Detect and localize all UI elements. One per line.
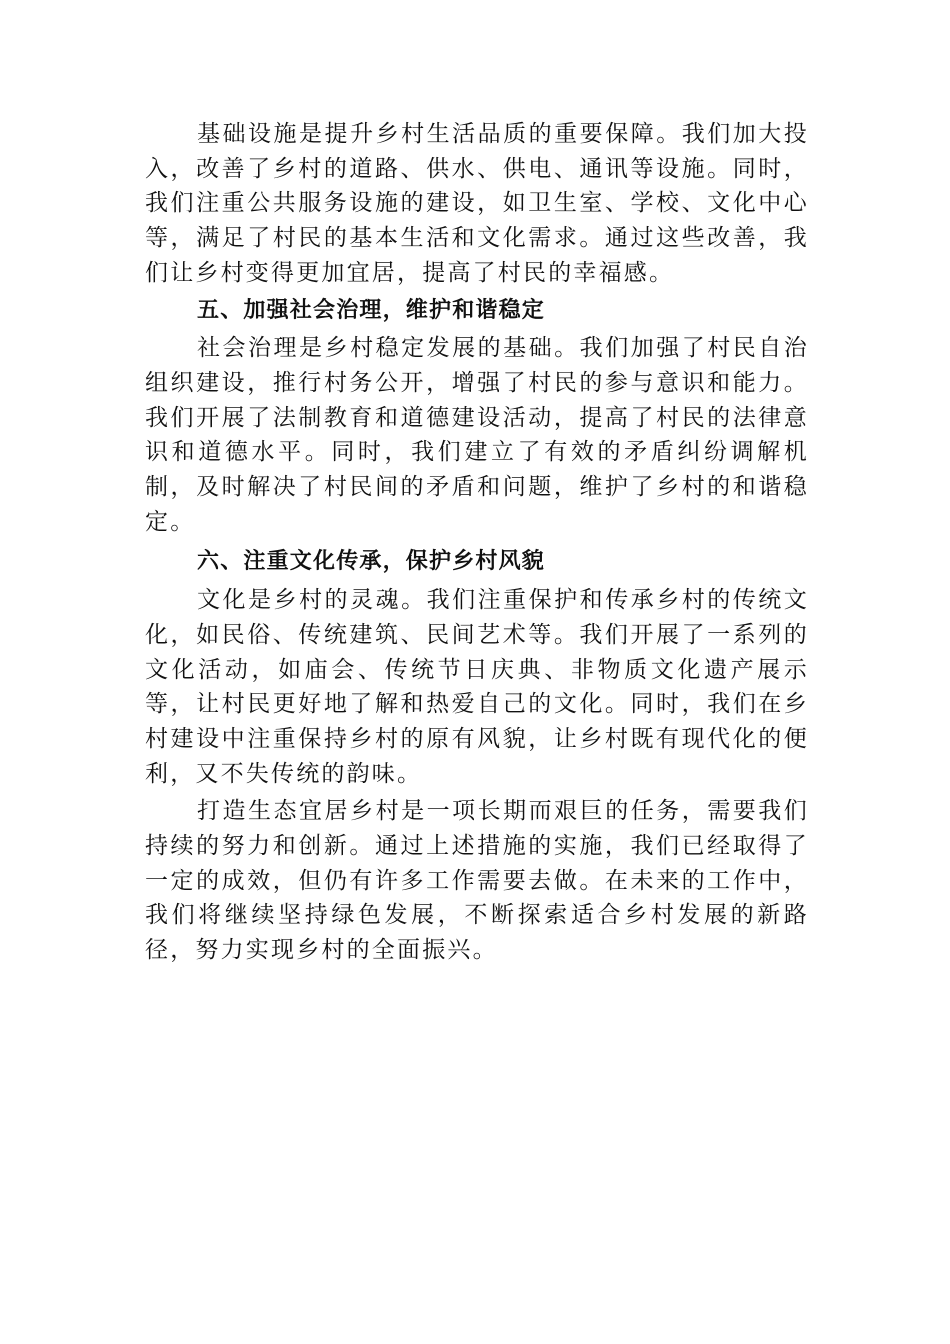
heading-section-five: 五、加强社会治理，维护和谐稳定 [197, 297, 546, 323]
heading-section-six: 六、注重文化传承，保护乡村风貌 [197, 549, 546, 575]
paragraph-culture: 文化是乡村的灵魂。我们注重保护和传承乡村的传统文化，如民俗、传统建筑、民间艺术等。我们开展了一系列的文化活动，如庙会、传统节日庆典、非物质文化遗产展示等，让村民更好地了解和热爱自己的文化。同时，我们在乡村建设中注重保持乡村的原有风貌，让乡村既有现代化的便利，又不失传统的韵味。 [145, 587, 809, 787]
document-body [145, 117, 809, 968]
paragraph-social-governance: 社会治理是乡村稳定发展的基础。我们加强了村民自治组织建设，推行村务公开，增强了村民的参与意识和能力。我们开展了法制教育和道德建设活动，提高了村民的法律意识和道德水平。同时，我们建立了有效的矛盾纠纷调解机制，及时解决了村民间的矛盾和问题，维护了乡村的和谐稳定。 [145, 335, 809, 535]
paragraph-conclusion: 打造生态宜居乡村是一项长期而艰巨的任务，需要我们持续的努力和创新。通过上述措施的实施，我们已经取得了一定的成效，但仍有许多工作需要去做。在未来的工作中，我们将继续坚持绿色发展，不断探索适合乡村发展的新路径，努力实现乡村的全面振兴。 [145, 798, 809, 964]
paragraph-infrastructure: 基础设施是提升乡村生活品质的重要保障。我们加大投入，改善了乡村的道路、供水、供电、通讯等设施。同时，我们注重公共服务设施的建设，如卫生室、学校、文化中心等，满足了村民的基本生活和文化需求。通过这些改善，我们让乡村变得更加宜居，提高了村民的幸福感。 [145, 121, 809, 286]
